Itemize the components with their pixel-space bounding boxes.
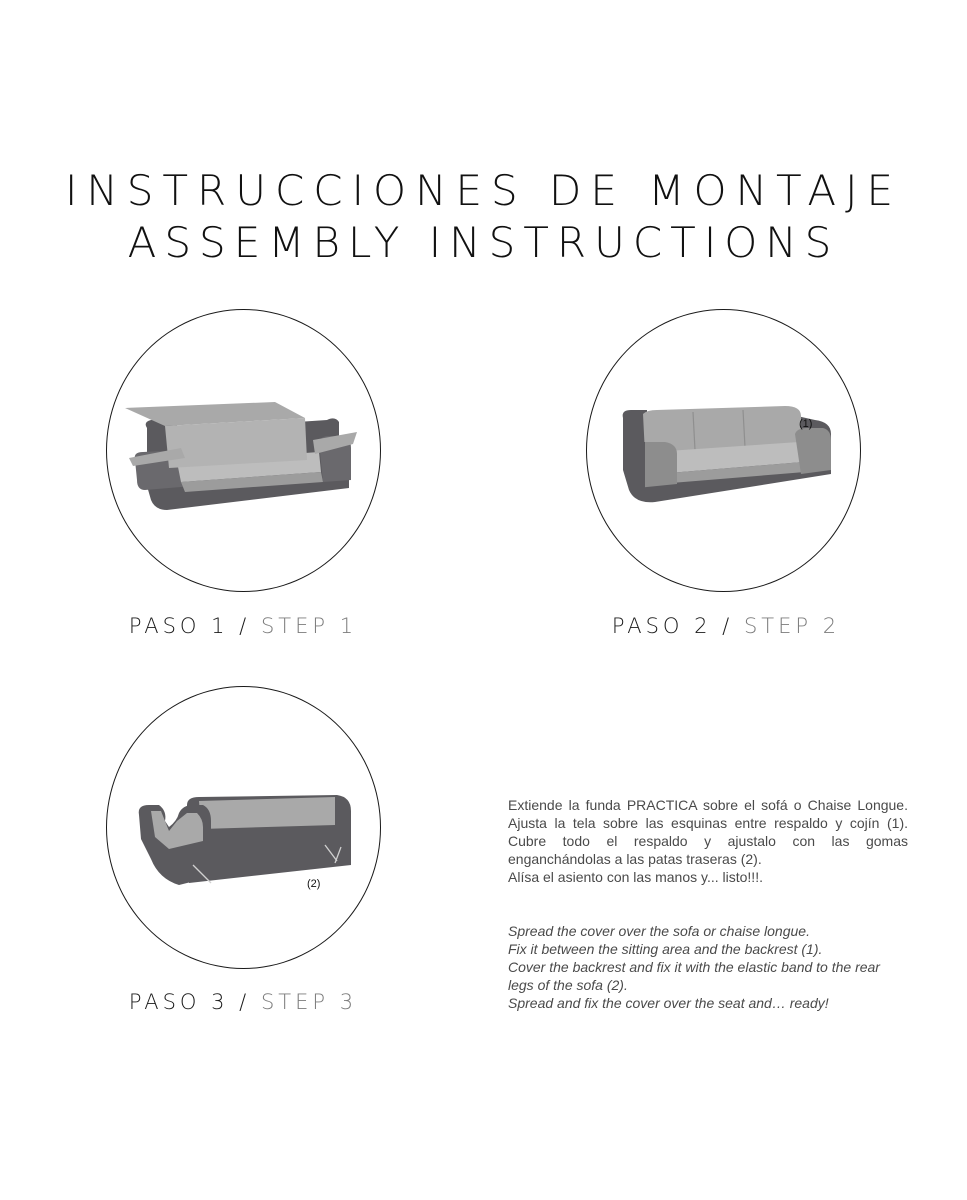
description-en-line-4: Spread and fix the cover over the seat and… ready! [508, 995, 829, 1011]
description-en-line-2: Fix it between the sitting area and the backrest (1). [508, 941, 823, 957]
step-3-label-en: STEP 3 [260, 990, 358, 1014]
description-es-last-line: Alísa el asiento con las manos y... listo!!!. [508, 869, 763, 885]
step-2-callout: (1) [799, 418, 813, 430]
step-2-illustration [586, 309, 861, 592]
step-3-label [93, 990, 393, 1014]
step-3-label-es: PASO 3 / [128, 990, 251, 1014]
step-1-label-en: STEP 1 [260, 614, 358, 638]
description-spanish [508, 796, 908, 886]
step-3-illustration [106, 686, 381, 969]
step-2-label-es: PASO 2 / [611, 614, 734, 638]
description-english [508, 922, 908, 1012]
description-es-paragraph: Extiende la funda PRACTICA sobre el sofá o Chaise Longue. Ajusta la tela sobre las esquinas entre respaldo y cojín (1). Cubre todo el respaldo y ajustalo con las gomas enganchándolas a las patas traseras (2). [508, 797, 908, 867]
step-2-label [576, 614, 876, 638]
step-3-callout: (2) [307, 878, 321, 890]
description-en-line-3: Cover the backrest and fix it with the elastic band to the rear legs of the sofa (2). [508, 959, 880, 993]
title-english: ASSEMBLY INSTRUCTIONS [127, 218, 840, 267]
sofa-step-2-icon [587, 310, 861, 592]
sofa-step-3-icon [107, 687, 381, 969]
sofa-step-1-icon [107, 310, 381, 592]
title-spanish: INSTRUCCIONES DE MONTAJE [64, 166, 903, 215]
step-1-label-es: PASO 1 / [128, 614, 251, 638]
step-1-illustration [106, 309, 381, 592]
description-en-line-1: Spread the cover over the sofa or chaise longue. [508, 923, 810, 939]
step-2-label-en: STEP 2 [743, 614, 841, 638]
step-1-label [93, 614, 393, 638]
